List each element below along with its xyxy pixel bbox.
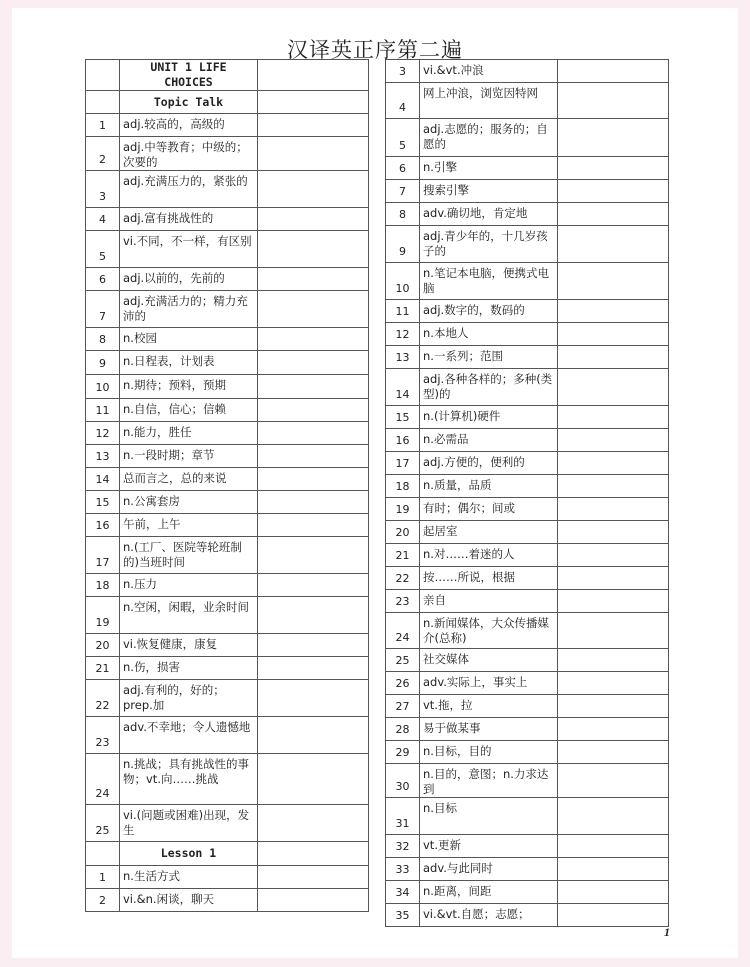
chinese-definition: n.引擎 bbox=[420, 157, 558, 180]
page-number: 1 bbox=[664, 925, 670, 939]
chinese-definition: vi.恢复健康，康复 bbox=[120, 634, 258, 657]
table-row bbox=[86, 537, 369, 574]
table-row bbox=[386, 649, 669, 672]
left-vocab-table bbox=[85, 59, 369, 912]
chinese-definition: 起居室 bbox=[420, 521, 558, 544]
answer-cell bbox=[558, 858, 669, 881]
row-number: 23 bbox=[86, 717, 120, 754]
answer-cell bbox=[258, 422, 369, 445]
row-number: 7 bbox=[86, 291, 120, 328]
row-number: 2 bbox=[86, 889, 120, 912]
chinese-definition: n.目标，目的 bbox=[420, 741, 558, 764]
row-number: 6 bbox=[386, 157, 420, 180]
table-row bbox=[386, 741, 669, 764]
answer-cell bbox=[558, 83, 669, 119]
answer-cell bbox=[258, 114, 369, 137]
chinese-definition: adj.各种各样的；多种(类型)的 bbox=[420, 369, 558, 406]
answer-cell bbox=[558, 60, 669, 83]
table-row bbox=[386, 406, 669, 429]
row-number: 34 bbox=[386, 881, 420, 904]
row-number: 5 bbox=[386, 119, 420, 157]
chinese-definition: n.能力，胜任 bbox=[120, 422, 258, 445]
table-row bbox=[86, 291, 369, 328]
row-number: 24 bbox=[86, 754, 120, 805]
table-row bbox=[386, 180, 669, 203]
table-row bbox=[386, 567, 669, 590]
row-number: 14 bbox=[86, 468, 120, 491]
chinese-definition: n.压力 bbox=[120, 574, 258, 597]
table-row bbox=[386, 613, 669, 649]
table-row bbox=[386, 83, 669, 119]
row-number: 8 bbox=[86, 328, 120, 351]
row-number: 8 bbox=[386, 203, 420, 226]
table-row bbox=[86, 208, 369, 231]
table-row bbox=[86, 468, 369, 491]
table-row bbox=[386, 798, 669, 835]
chinese-definition: n.伤，损害 bbox=[120, 657, 258, 680]
table-row bbox=[386, 521, 669, 544]
answer-cell bbox=[258, 60, 369, 91]
row-number: 1 bbox=[86, 114, 120, 137]
chinese-definition: n.生活方式 bbox=[120, 866, 258, 889]
chinese-definition: n.自信，信心；信赖 bbox=[120, 399, 258, 422]
chinese-definition: adj.充满压力的，紧张的 bbox=[120, 171, 258, 208]
chinese-definition: adj.富有挑战性的 bbox=[120, 208, 258, 231]
chinese-definition: vi.&vt.冲浪 bbox=[420, 60, 558, 83]
chinese-definition: adj.以前的，先前的 bbox=[120, 268, 258, 291]
row-number: 16 bbox=[86, 514, 120, 537]
row-number: 22 bbox=[386, 567, 420, 590]
table-row bbox=[86, 268, 369, 291]
table-row bbox=[86, 680, 369, 717]
chinese-definition: 按……所说，根据 bbox=[420, 567, 558, 590]
answer-cell bbox=[258, 399, 369, 422]
table-row bbox=[386, 764, 669, 798]
row-number: 18 bbox=[86, 574, 120, 597]
table-row bbox=[386, 544, 669, 567]
row-number: 3 bbox=[386, 60, 420, 83]
row-number: 15 bbox=[386, 406, 420, 429]
chinese-definition: 总而言之，总的来说 bbox=[120, 468, 258, 491]
chinese-definition: n.必需品 bbox=[420, 429, 558, 452]
table-row bbox=[86, 328, 369, 351]
chinese-definition: n.挑战；具有挑战性的事物；vt.向……挑战 bbox=[120, 754, 258, 805]
table-row bbox=[86, 657, 369, 680]
chinese-definition: n.公寓套房 bbox=[120, 491, 258, 514]
row-number: 12 bbox=[386, 323, 420, 346]
table-row bbox=[386, 263, 669, 300]
answer-cell bbox=[258, 574, 369, 597]
answer-cell bbox=[558, 203, 669, 226]
table-row bbox=[86, 445, 369, 468]
chinese-definition: adj.青少年的，十几岁孩子的 bbox=[420, 226, 558, 263]
row-number: 13 bbox=[86, 445, 120, 468]
table-row bbox=[386, 429, 669, 452]
answer-cell bbox=[558, 452, 669, 475]
row-number: 5 bbox=[86, 231, 120, 268]
section-heading-lesson-1: Lesson 1 bbox=[120, 842, 258, 866]
row-number: 9 bbox=[386, 226, 420, 263]
chinese-definition: n.质量，品质 bbox=[420, 475, 558, 498]
answer-cell bbox=[258, 208, 369, 231]
answer-cell bbox=[258, 137, 369, 171]
table-row bbox=[386, 881, 669, 904]
chinese-definition: vi.不同，不一样，有区别 bbox=[120, 231, 258, 268]
row-number: 27 bbox=[386, 695, 420, 718]
answer-cell bbox=[258, 657, 369, 680]
blank-cell bbox=[86, 842, 120, 866]
answer-cell bbox=[258, 634, 369, 657]
row-number: 20 bbox=[86, 634, 120, 657]
chinese-definition: n.一系列；范围 bbox=[420, 346, 558, 369]
row-number: 24 bbox=[386, 613, 420, 649]
chinese-definition: adj.较高的，高级的 bbox=[120, 114, 258, 137]
table-row bbox=[86, 375, 369, 399]
chinese-definition: n.(计算机)硬件 bbox=[420, 406, 558, 429]
table-row bbox=[86, 399, 369, 422]
table-row bbox=[386, 323, 669, 346]
answer-cell bbox=[558, 119, 669, 157]
table-row bbox=[386, 300, 669, 323]
chinese-definition: vt.更新 bbox=[420, 835, 558, 858]
chinese-definition: n.日程表，计划表 bbox=[120, 351, 258, 375]
chinese-definition: adv.确切地，肯定地 bbox=[420, 203, 558, 226]
row-number: 17 bbox=[386, 452, 420, 475]
table-row bbox=[86, 231, 369, 268]
row-number: 10 bbox=[386, 263, 420, 300]
row-number: 2 bbox=[86, 137, 120, 171]
answer-cell bbox=[558, 406, 669, 429]
row-number: 9 bbox=[86, 351, 120, 375]
row-number: 20 bbox=[386, 521, 420, 544]
answer-cell bbox=[258, 375, 369, 399]
chinese-definition: n.目标 bbox=[420, 798, 558, 835]
answer-cell bbox=[258, 889, 369, 912]
chinese-definition: 社交媒体 bbox=[420, 649, 558, 672]
answer-cell bbox=[558, 369, 669, 406]
chinese-definition: 网上冲浪，浏览因特网 bbox=[420, 83, 558, 119]
table-row bbox=[86, 866, 369, 889]
answer-cell bbox=[258, 351, 369, 375]
answer-cell bbox=[558, 613, 669, 649]
page-title: 汉译英正序第二遍 bbox=[287, 38, 463, 62]
answer-cell bbox=[558, 695, 669, 718]
chinese-definition: n.距离，间距 bbox=[420, 881, 558, 904]
table-row bbox=[386, 369, 669, 406]
chinese-definition: 有时；偶尔；间或 bbox=[420, 498, 558, 521]
row-number: 1 bbox=[86, 866, 120, 889]
row-number: 35 bbox=[386, 904, 420, 927]
row-number: 32 bbox=[386, 835, 420, 858]
answer-cell bbox=[258, 680, 369, 717]
answer-cell bbox=[558, 346, 669, 369]
chinese-definition: n.对……着迷的人 bbox=[420, 544, 558, 567]
row-number: 11 bbox=[386, 300, 420, 323]
table-row bbox=[386, 203, 669, 226]
row-number: 19 bbox=[386, 498, 420, 521]
chinese-definition: adv.实际上，事实上 bbox=[420, 672, 558, 695]
answer-cell bbox=[558, 881, 669, 904]
row-number: 33 bbox=[386, 858, 420, 881]
blank-cell bbox=[86, 60, 120, 91]
answer-cell bbox=[558, 300, 669, 323]
answer-cell bbox=[258, 291, 369, 328]
row-number: 26 bbox=[386, 672, 420, 695]
unit-title: UNIT 1 LIFE CHOICES bbox=[120, 60, 258, 91]
chinese-definition: n.一段时期；章节 bbox=[120, 445, 258, 468]
row-number: 16 bbox=[386, 429, 420, 452]
chinese-definition: vi.&vt.自愿；志愿； bbox=[420, 904, 558, 927]
chinese-definition: n.目的，意图；n.力求达到 bbox=[420, 764, 558, 798]
answer-cell bbox=[258, 754, 369, 805]
row-number: 23 bbox=[386, 590, 420, 613]
table-row bbox=[86, 754, 369, 805]
table-row bbox=[386, 60, 669, 83]
table-row bbox=[86, 91, 369, 114]
answer-cell bbox=[258, 717, 369, 754]
answer-cell bbox=[258, 268, 369, 291]
chinese-definition: n.(工厂、医院等轮班制的)当班时间 bbox=[120, 537, 258, 574]
chinese-definition: adj.数字的，数码的 bbox=[420, 300, 558, 323]
table-row bbox=[386, 452, 669, 475]
answer-cell bbox=[558, 180, 669, 203]
answer-cell bbox=[258, 91, 369, 114]
chinese-definition: vi.&n.闲谈，聊天 bbox=[120, 889, 258, 912]
row-number: 3 bbox=[86, 171, 120, 208]
answer-cell bbox=[258, 491, 369, 514]
table-row bbox=[386, 672, 669, 695]
table-row bbox=[386, 904, 669, 927]
row-number: 10 bbox=[86, 375, 120, 399]
table-row bbox=[386, 718, 669, 741]
table-row bbox=[86, 171, 369, 208]
section-heading-topic-talk: Topic Talk bbox=[120, 91, 258, 114]
table-row bbox=[386, 157, 669, 180]
table-row bbox=[86, 351, 369, 375]
row-number: 6 bbox=[86, 268, 120, 291]
answer-cell bbox=[558, 764, 669, 798]
right-vocab-table bbox=[385, 59, 669, 927]
answer-cell bbox=[558, 567, 669, 590]
chinese-definition: 午前，上午 bbox=[120, 514, 258, 537]
answer-cell bbox=[258, 468, 369, 491]
table-row bbox=[86, 634, 369, 657]
chinese-definition: adj.方便的，便利的 bbox=[420, 452, 558, 475]
row-number: 7 bbox=[386, 180, 420, 203]
chinese-definition: n.校园 bbox=[120, 328, 258, 351]
table-row bbox=[86, 137, 369, 171]
answer-cell bbox=[558, 263, 669, 300]
answer-cell bbox=[558, 835, 669, 858]
answer-cell bbox=[258, 805, 369, 842]
chinese-definition: 搜索引擎 bbox=[420, 180, 558, 203]
row-number: 30 bbox=[386, 764, 420, 798]
chinese-definition: adv.与此同时 bbox=[420, 858, 558, 881]
table-row bbox=[386, 835, 669, 858]
row-number: 25 bbox=[386, 649, 420, 672]
row-number: 13 bbox=[386, 346, 420, 369]
answer-cell bbox=[558, 475, 669, 498]
table-row bbox=[86, 597, 369, 634]
table-row bbox=[386, 226, 669, 263]
row-number: 18 bbox=[386, 475, 420, 498]
answer-cell bbox=[558, 544, 669, 567]
answer-cell bbox=[558, 672, 669, 695]
row-number: 31 bbox=[386, 798, 420, 835]
answer-cell bbox=[258, 328, 369, 351]
table-row bbox=[86, 422, 369, 445]
row-number: 4 bbox=[86, 208, 120, 231]
table-row bbox=[386, 858, 669, 881]
answer-cell bbox=[258, 445, 369, 468]
answer-cell bbox=[258, 597, 369, 634]
answer-cell bbox=[558, 226, 669, 263]
answer-cell bbox=[558, 323, 669, 346]
table-row bbox=[386, 119, 669, 157]
row-number: 25 bbox=[86, 805, 120, 842]
chinese-definition: adj.有利的，好的；prep.加 bbox=[120, 680, 258, 717]
table-row bbox=[386, 695, 669, 718]
table-row bbox=[386, 590, 669, 613]
table-row bbox=[86, 574, 369, 597]
answer-cell bbox=[258, 842, 369, 866]
row-number: 14 bbox=[386, 369, 420, 406]
blank-cell bbox=[86, 91, 120, 114]
answer-cell bbox=[258, 514, 369, 537]
answer-cell bbox=[558, 649, 669, 672]
table-row bbox=[386, 498, 669, 521]
answer-cell bbox=[558, 904, 669, 927]
chinese-definition: n.期待；预料，预期 bbox=[120, 375, 258, 399]
answer-cell bbox=[558, 718, 669, 741]
answer-cell bbox=[258, 231, 369, 268]
chinese-definition: 亲自 bbox=[420, 590, 558, 613]
table-row bbox=[86, 60, 369, 91]
chinese-definition: n.新闻媒体，大众传播媒介(总称) bbox=[420, 613, 558, 649]
table-row bbox=[86, 889, 369, 912]
row-number: 19 bbox=[86, 597, 120, 634]
answer-cell bbox=[558, 429, 669, 452]
row-number: 15 bbox=[86, 491, 120, 514]
row-number: 17 bbox=[86, 537, 120, 574]
row-number: 11 bbox=[86, 399, 120, 422]
chinese-definition: n.笔记本电脑，便携式电脑 bbox=[420, 263, 558, 300]
row-number: 4 bbox=[386, 83, 420, 119]
row-number: 28 bbox=[386, 718, 420, 741]
table-row bbox=[86, 114, 369, 137]
row-number: 12 bbox=[86, 422, 120, 445]
answer-cell bbox=[558, 521, 669, 544]
chinese-definition: adj.中等教育；中级的；次要的 bbox=[120, 137, 258, 171]
chinese-definition: 易于做某事 bbox=[420, 718, 558, 741]
table-row bbox=[386, 475, 669, 498]
answer-cell bbox=[558, 590, 669, 613]
answer-cell bbox=[558, 498, 669, 521]
table-row bbox=[86, 491, 369, 514]
chinese-definition: vi.(问题或困难)出现，发生 bbox=[120, 805, 258, 842]
answer-cell bbox=[258, 866, 369, 889]
row-number: 21 bbox=[86, 657, 120, 680]
answer-cell bbox=[258, 537, 369, 574]
chinese-definition: n.本地人 bbox=[420, 323, 558, 346]
answer-cell bbox=[558, 157, 669, 180]
table-row bbox=[86, 514, 369, 537]
chinese-definition: adv.不幸地；令人遗憾地 bbox=[120, 717, 258, 754]
answer-cell bbox=[558, 798, 669, 835]
row-number: 21 bbox=[386, 544, 420, 567]
answer-cell bbox=[558, 741, 669, 764]
chinese-definition: adj.志愿的；服务的；自愿的 bbox=[420, 119, 558, 157]
chinese-definition: vt.拖，拉 bbox=[420, 695, 558, 718]
table-row bbox=[86, 805, 369, 842]
row-number: 29 bbox=[386, 741, 420, 764]
table-row bbox=[86, 717, 369, 754]
chinese-definition: n.空闲，闲暇，业余时间 bbox=[120, 597, 258, 634]
table-row bbox=[86, 842, 369, 866]
answer-cell bbox=[258, 171, 369, 208]
table-row bbox=[386, 346, 669, 369]
chinese-definition: adj.充满活力的；精力充沛的 bbox=[120, 291, 258, 328]
row-number: 22 bbox=[86, 680, 120, 717]
